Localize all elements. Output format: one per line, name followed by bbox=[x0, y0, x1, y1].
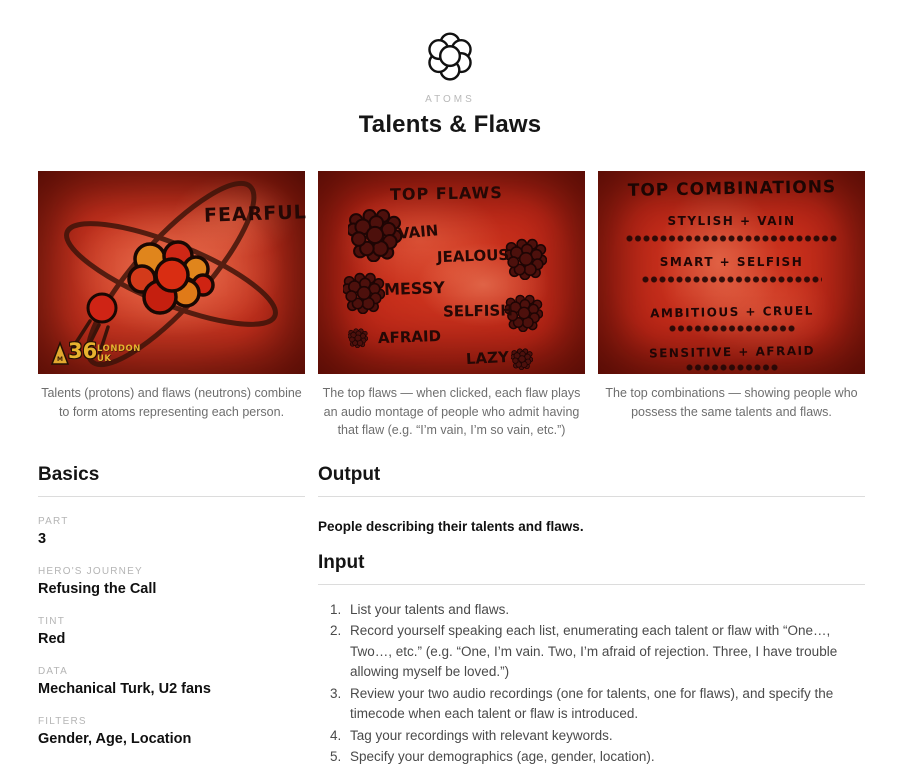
painted-title-top-combinations: TOP COMBINATIONS bbox=[627, 177, 836, 201]
painted-flaw-jealous: JEALOUS bbox=[436, 245, 510, 267]
details-columns bbox=[0, 454, 900, 769]
painted-gender-badge: M bbox=[57, 356, 63, 363]
people-dots-row bbox=[669, 325, 795, 332]
painted-title-top-flaws: TOP FLAWS bbox=[389, 183, 503, 204]
field-label-heros-journey: HERO'S JOURNEY bbox=[38, 565, 143, 577]
field-heros-journey bbox=[38, 566, 305, 597]
input-step-3: 3. Review your two audio recordings (one for talents, one for flaws), and specify the timecode when each talent or flaw is introduced. bbox=[345, 684, 865, 725]
field-label-data: DATA bbox=[38, 665, 68, 677]
brand-label: ATOMS bbox=[425, 94, 475, 105]
field-tint bbox=[38, 616, 305, 647]
gallery-card-top-flaws bbox=[318, 171, 585, 440]
field-value-part: 3 bbox=[38, 530, 47, 547]
painted-age-badge: 36 bbox=[68, 339, 98, 363]
top-combinations-screenshot bbox=[598, 171, 865, 374]
atom-screenshot bbox=[38, 171, 308, 374]
field-value-data: Mechanical Turk, U2 fans bbox=[38, 680, 211, 697]
people-dots-row bbox=[642, 276, 822, 283]
field-value-filters: Gender, Age, Location bbox=[38, 730, 192, 747]
painted-flaw-messy: MESSY bbox=[383, 277, 446, 300]
top-flaws-screenshot bbox=[318, 171, 585, 374]
masthead bbox=[0, 0, 900, 139]
caption-top-combinations: The top combinations — showing people who possess the same talents and flaws. bbox=[605, 386, 858, 419]
atoms-logo-icon[interactable] bbox=[422, 30, 478, 84]
field-value-heros-journey: Refusing the Call bbox=[38, 580, 157, 597]
caption-top-flaws: The top flaws — when clicked, each flaw plays an audio montage of people who admit having that flaw (e.g. “I’m vain, I’m so vain, etc.”) bbox=[322, 386, 581, 437]
painted-flaw-lazy: LAZY bbox=[465, 347, 510, 369]
field-part bbox=[38, 516, 305, 547]
painted-flaw-selfish: SELFISH bbox=[442, 301, 513, 321]
output-heading: Output bbox=[318, 464, 865, 497]
input-heading: Input bbox=[318, 552, 865, 585]
basics-heading: Basics bbox=[38, 464, 305, 497]
input-step-2: 2. Record yourself speaking each list, enumerating each talent or flaw with “One…, Two…, etc.” (e.g. “One, I’m vain. Two, I’m afraid of rejection. Three, I have trouble allowing myself be loved.”) bbox=[345, 621, 865, 683]
gallery-card-atom bbox=[38, 171, 308, 440]
gallery-card-top-combinations bbox=[598, 171, 865, 440]
people-dots-row bbox=[626, 235, 838, 242]
input-steps-list bbox=[318, 600, 865, 768]
painted-pair-ambitious-cruel: AMBITIOUS + CRUEL bbox=[649, 303, 814, 321]
io-column bbox=[318, 454, 865, 769]
painted-pair-stylish-vain: STYLISH + VAIN bbox=[667, 214, 796, 228]
caption-atom: Talents (protons) and flaws (neutrons) combine to form atoms representing each person. bbox=[41, 386, 302, 419]
painted-pair-smart-selfish: SMART + SELFISH bbox=[659, 255, 804, 269]
field-filters bbox=[38, 716, 305, 747]
painted-location-badge: LONDON UK bbox=[97, 344, 141, 364]
screenshot-gallery bbox=[0, 171, 900, 440]
painted-word-fearful: FEARFUL bbox=[203, 201, 308, 227]
input-step-1: 1. List your talents and flaws. bbox=[345, 600, 865, 621]
painted-flaw-vain: VAIN bbox=[397, 221, 440, 243]
output-text: People describing their talents and flaws. bbox=[318, 518, 584, 534]
input-step-4: 4. Tag your recordings with relevant keywords. bbox=[345, 726, 865, 747]
field-label-filters: FILTERS bbox=[38, 715, 87, 727]
page-title: Talents & Flaws bbox=[358, 111, 542, 138]
people-dots-row bbox=[686, 364, 778, 371]
field-value-tint: Red bbox=[38, 630, 66, 647]
painted-pair-sensitive-afraid: SENSITIVE + AFRAID bbox=[648, 343, 815, 361]
input-step-5: 5. Specify your demographics (age, gender, location). bbox=[345, 747, 865, 768]
basics-column bbox=[38, 454, 305, 769]
field-data bbox=[38, 666, 305, 697]
painted-flaw-afraid: AFRAID bbox=[377, 326, 442, 348]
field-label-part: PART bbox=[38, 515, 69, 527]
field-label-tint: TINT bbox=[38, 615, 66, 627]
